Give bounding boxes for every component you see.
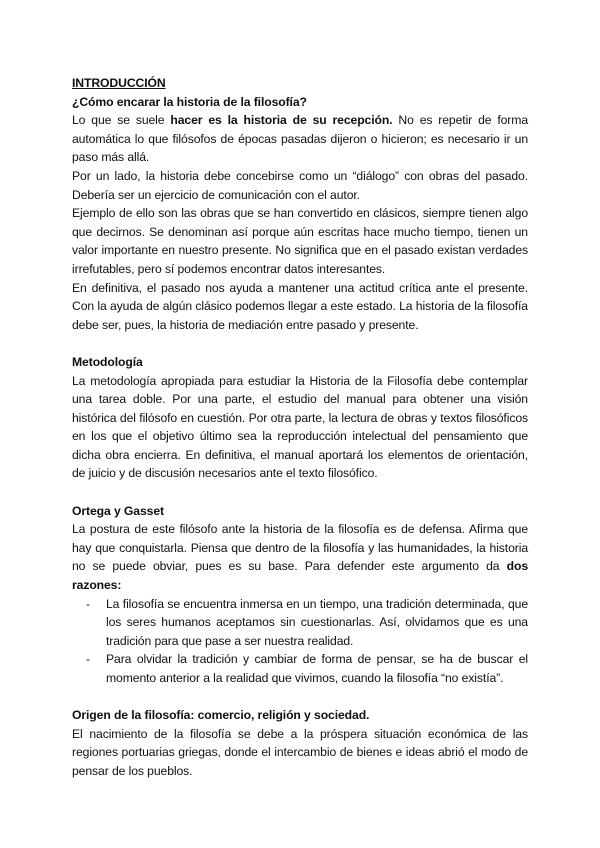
intro-p1-text-b: No es repetir de forma automática lo que filósofos de épocas pasadas dijeron o hicieron; es necesario ir un paso más allá. [72,113,528,165]
intro-p1-text-a: Lo que se suele [72,113,171,128]
document-title: INTRODUCCIÓN [72,76,166,90]
intro-paragraph-2: Por un lado, la historia debe concebirse como un “diálogo” con obras del pasado. Debería ser un ejercicio de comunicación con el autor. [72,168,528,202]
intro-p1-bold: hacer es la historia de su recepción. [170,113,393,128]
section-heading-metodologia: Metodología [72,354,143,369]
ortega-reasons-list [72,595,528,688]
metodologia-paragraph: La metodología apropiada para estudiar la Historia de la Filosofía debe contemplar una tarea doble. Por una parte, el estudio del manual para obtener una visión histórica del filósofo en cuestión. Por otra parte, la lectura de obras y textos filosóficos en los que el objetivo último sea la reproducción intelectual del pensamiento que dicha obra encierra. En definitiva, el manual aportará los elementos de orientación, de juicio y de discusión necesarios ante el texto filosófico. [72,373,528,481]
section-gap [72,688,528,707]
list-item [86,650,528,687]
ortega-paragraph [72,520,528,594]
list-item-text: Para olvidar la tradición y cambiar de forma de pensar, se ha de buscar el momento anterior a la realidad que vivimos, cuando la filosofía “no existía”. [106,652,528,685]
bullet-dash: - [86,596,90,611]
intro-paragraph-3: Ejemplo de ello son las obras que se han convertido en clásicos, siempre tienen algo que decirnos. Se denominan así porque aún escritas hace mucho tiempo, tienen un valor importante en nuestro presente. No significa que en el pasado existan verdades irrefutables, pero sí podemos encontrar datos interesantes. [72,206,528,276]
list-item-text: La filosofía se encuentra inmersa en un tiempo, una tradición determinada, que los seres humanos aceptamos sin cuestionarlas. Así, olvidamos que es una tradición para que pase a ser nuestra realidad. [106,596,528,648]
section-heading-origen: Origen de la filosofía: comercio, religión y sociedad. [72,708,370,723]
intro-paragraph-1 [72,111,528,167]
bullet-dash: - [86,652,90,667]
section-heading-ortega: Ortega y Gasset [72,503,164,518]
intro-paragraph-4: En definitiva, el pasado nos ayuda a mantener una actitud crítica ante el presente. Con la ayuda de algún clásico podemos llegar a este estado. La historia de la filosofía debe ser, pues, la historia de mediación entre pasado y presente. [72,280,528,332]
ortega-p1-bold: dos razones: [72,559,528,593]
origen-paragraph: El nacimiento de la filosofía se debe a la próspera situación económica de las regiones portuarias griegas, donde el intercambio de bienes e ideas abrió el modo de pensar de los pueblos. [72,726,528,778]
section-gap [72,334,528,353]
list-item [86,595,528,651]
section-gap [72,483,528,502]
ortega-p1-text: La postura de este filósofo ante la historia de la filosofía es de defensa. Afirma que hay que conquistarla. Piensa que dentro de la filosofía y las humanidades, la historia no se puede obviar, pues es su base. Para defender este argumento da [72,522,528,574]
intro-question: ¿Cómo encarar la historia de la filosofía? [72,94,307,109]
